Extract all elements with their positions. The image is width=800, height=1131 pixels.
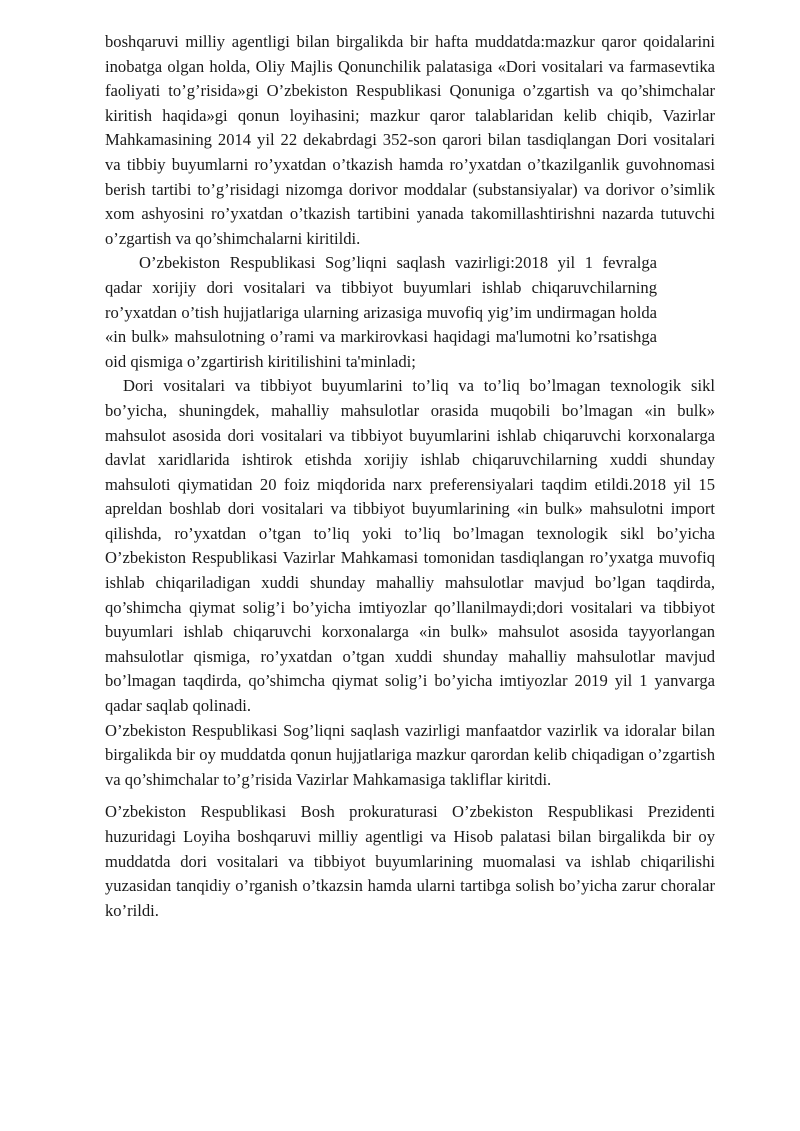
paragraph-2: O’zbekiston Respublikasi Sog’liqni saqlash vazirligi:2018 yil 1 fevralga qadar xorijiy dori vositalari va tibbiyot buyumlari ishlab chiqaruvchilarning ro’yxatdan o’tish hujjatlariga ularning arizasiga muvofiq yig’im undirmagan holda «in bulk» mahsulotning o’rami va markirovkasi haqidagi ma'lumotni ko’rsatishga oid qismiga o’zgartirish kiritilishini ta'minladi; — [105, 253, 657, 371]
paragraph-3: Dori vositalari va tibbiyot buyumlarini to’liq va to’liq bo’lmagan texnologik sikl bo’yicha, shuningdek, mahalliy mahsulotlar orasida muqobili bo’lmagan «in bulk» mahsulot asosida dori vositalari va tibbiyot buyumlarini ishlab chiqaruvchi korxonalarga davlat xaridlarida ishtirok etishda xorijiy ishlab chiqaruvchilarning xuddi shunday mahsuloti qiymatidan 20 foiz miqdorida narx preferensiyalari taqdim etildi.2018 yil 15 apreldan boshlab dori vositalari va tibbiyot buyumlarining «in bulk» mahsulotni import qilishda, ro’yxatdan o’tgan to’liq yoki to’liq bo’lmagan texnologik sikl bo’yicha O’zbekiston Respublikasi Vazirlar Mahkamasi tomonidan tasdiqlangan ro’yxatga muvofiq ishlab chiqariladigan xuddi shunday mahalliy mahsulotlar mavjud bo’lgan taqdirda, qo’shimcha qiymat solig’i bo’yicha imtiyozlar qo’llanilmaydi;dori vositalari va tibbiyot buyumlari ishlab chiqaruvchi korxonalarga «in bulk» mahsulot asosida tayyorlangan mahsulotlar qismiga, ro’yxatdan o’tgan xuddi shunday mahalliy mahsulotlar mavjud bo’lmagan taqdirda, qo’shimcha qiymat solig’i bo’yicha imtiyozlar 2019 yil 1 yanvarga qadar saqlab qolinadi. — [105, 376, 715, 716]
paragraph-4: O’zbekiston Respublikasi Sog’liqni saqlash vazirligi manfaatdor vazirlik va idoralar bilan birgalikda bir oy muddatda qonun hujjatlariga mazkur qarordan kelib chiqadigan o’zgartish va qo’shimchalar to’g’risida Vazirlar Mahkamasiga takliflar kiritdi. — [105, 720, 715, 789]
paragraph-1: boshqaruvi milliy agentligi bilan birgalikda bir hafta muddatda:mazkur qaror qoidalarini inobatga olgan holda, Oliy Majlis Qonunchilik palatasiga «Dori vositalari va farmasevtika faoliyati to’g’risida»gi O’zbekiston Respublikasi Qonuniga o’zgartish va qo’shimchalar kiritish haqida»gi qonun loyihasini; mazkur qaror talablaridan kelib chiqib, Vazirlar Mahkamasining 2014 yil 22 dekabrdagi 352-son qarori bilan tasdiqlangan Dori vositalari va tibbiy buyumlarni ro’yxatdan o’tkazish hamda ro’yxatdan o’tkazilganlik guvohnomasi berish tartibi to’g’risidagi nizomga dorivor moddalar (substansiyalar) va dorivor o’simlik xom ashyosini ro’yxatdan o’tkazish tartibini yanada takomillashtirishni nazarda tutuvchi o’zgartish va qo’shimchalarni kiritildi. — [105, 32, 715, 248]
paragraph-5: O’zbekiston Respublikasi Bosh prokuraturasi O’zbekiston Respublikasi Prezidenti huzuridagi Loyiha boshqaruvi milliy agentligi va Hisob palatasi bilan birgalikda bir oy muddatda dori vositalari va tibbiyot buyumlarining muomalasi va ishlab chiqarilishi yuzasidan tanqidiy o’rganish o’tkazsin hamda ularni tartibga solish bo’yicha zarur choralar ko’rildi. — [105, 802, 715, 920]
document-page — [105, 30, 715, 923]
